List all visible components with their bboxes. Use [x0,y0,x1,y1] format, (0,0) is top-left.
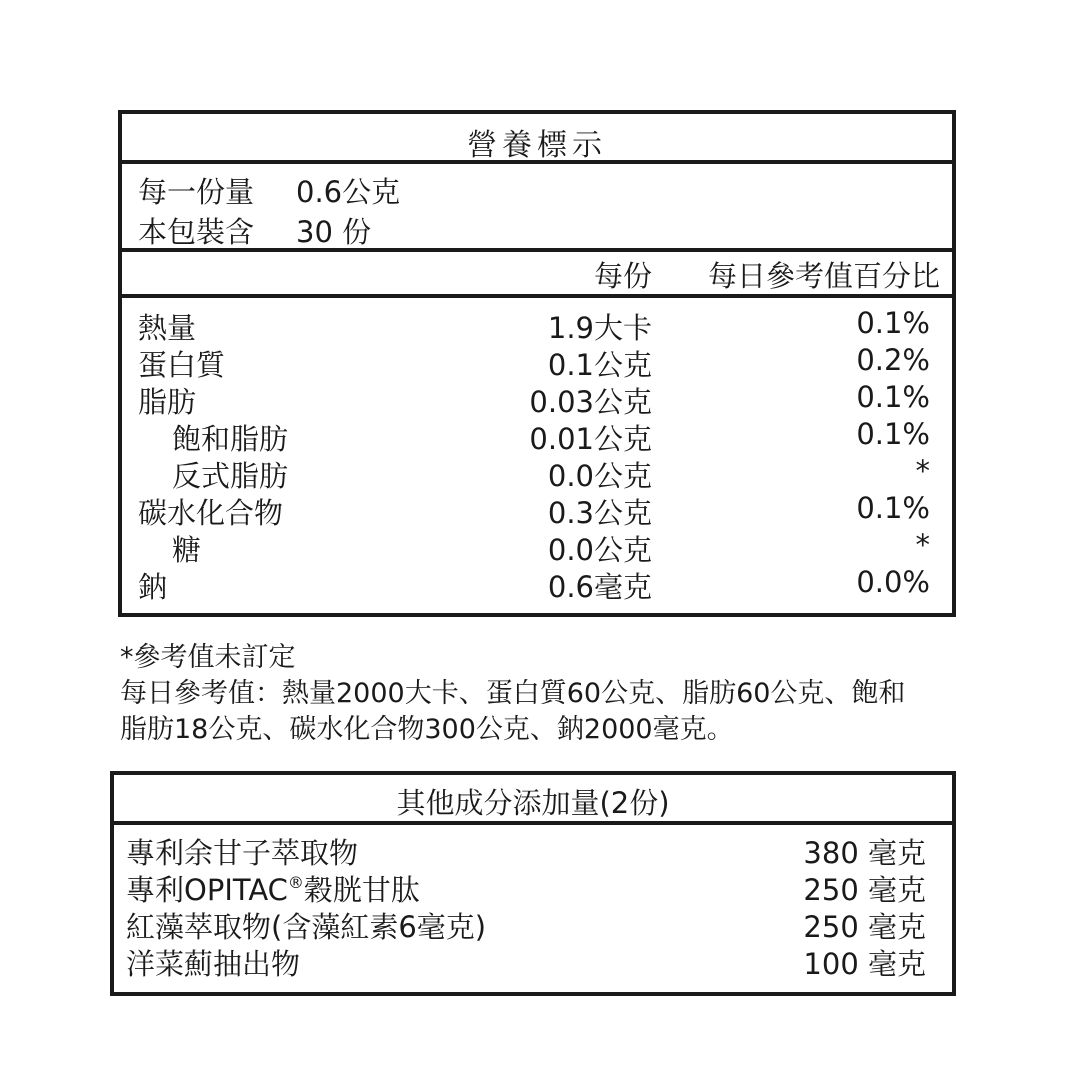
nutrient-name: 鈉 [138,570,168,604]
column-daily-value: 每日參考值百分比 [707,259,940,293]
nutrient-name: 飽和脂肪 [172,422,289,456]
ingredient-row [114,831,952,869]
ingredient-amount: 250 毫克 [803,873,926,907]
column-per-serving: 每份 [593,259,652,293]
footnote-daily-reference-line1: 每日參考值：熱量2000大卡、蛋白質60公克、脂肪60公克、飽和 [120,678,906,709]
nutrient-row [122,565,952,602]
nutrient-amount: 0.0公克 [547,459,652,493]
nutrient-amount: 0.3公克 [547,496,652,530]
nutrient-percent: * [915,528,930,562]
nutrient-percent: 0.0% [856,565,930,599]
nutrient-name: 熱量 [138,311,197,345]
nutrition-title: 營養標示 [467,128,607,163]
ingredient-row [114,942,952,980]
nutrition-facts-table [118,110,956,617]
footnote-daily-reference-line2: 脂肪18公克、碳水化合物300公克、鈉2000毫克。 [120,714,734,745]
other-ingredients-title: 其他成分添加量(2份) [396,786,670,820]
ingredient-row [114,868,952,906]
nutrient-percent: 0.1% [856,491,930,525]
ingredient-name-suffix: 穀胱甘肽 [303,873,420,907]
nutrient-row [122,491,952,528]
nutrient-row [122,380,952,417]
other-ingredients-table [110,771,956,996]
nutrient-row [122,528,952,565]
servings-label: 本包裝含 [138,215,255,249]
registered-mark: ® [287,873,304,892]
ingredient-name: 專利余甘子萃取物 [126,836,359,870]
divider [114,821,952,825]
nutrient-amount: 0.03公克 [529,385,652,419]
nutrient-percent: 0.1% [856,306,930,340]
ingredient-name [126,868,420,909]
serving-size-value: 0.6公克 [296,175,401,209]
nutrient-row [122,343,952,380]
nutrient-row [122,417,952,454]
serving-size-label: 每一份量 [138,175,255,209]
nutrient-percent: * [915,454,930,488]
nutrient-percent: 0.1% [856,417,930,451]
ingredient-amount: 380 毫克 [803,836,926,870]
ingredient-amount: 250 毫克 [803,910,926,944]
nutrient-percent: 0.1% [856,380,930,414]
footnote-not-established: *參考值未訂定 [120,642,296,673]
divider [122,248,952,252]
nutrient-name: 糖 [172,533,202,567]
nutrient-name: 碳水化合物 [138,496,284,530]
nutrient-row [122,306,952,343]
ingredient-amount: 100 毫克 [803,947,926,981]
nutrient-percent: 0.2% [856,343,930,377]
nutrient-amount: 0.0公克 [547,533,652,567]
divider [122,294,952,298]
footnote [120,640,980,748]
ingredient-name: 紅藻萃取物(含藻紅素6毫克) [126,910,487,944]
nutrient-name: 蛋白質 [138,348,226,382]
ingredient-name-prefix: 專利OPITAC [126,873,288,907]
nutrient-amount: 0.1公克 [547,348,652,382]
servings-value: 30 份 [296,215,372,249]
ingredient-row [114,905,952,943]
nutrient-amount: 0.6毫克 [547,570,652,604]
divider [122,160,952,164]
nutrient-row [122,454,952,491]
nutrient-amount: 0.01公克 [529,422,652,456]
nutrient-amount: 1.9大卡 [547,311,652,345]
nutrient-name: 反式脂肪 [172,459,289,493]
ingredient-name: 洋菜薊抽出物 [126,947,301,981]
nutrient-name: 脂肪 [138,385,197,419]
